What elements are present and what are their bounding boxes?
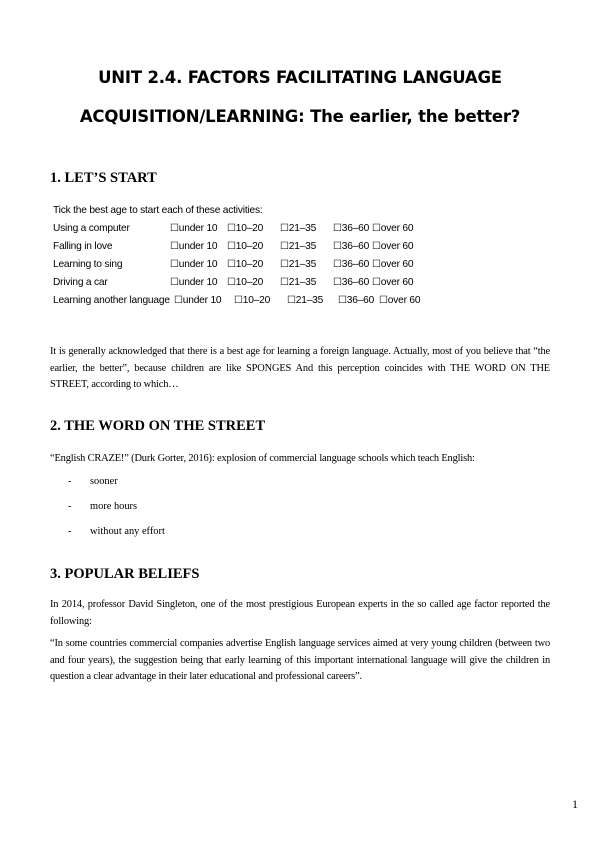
age-option-label: under 10 bbox=[178, 241, 218, 252]
activity-row bbox=[53, 277, 414, 295]
activity-label: Using a computer bbox=[53, 223, 130, 234]
section-2-heading: 2. THE WORD ON THE STREET bbox=[50, 418, 266, 434]
age-option-checkbox[interactable] bbox=[280, 277, 316, 289]
age-option-label: 21–35 bbox=[288, 277, 317, 288]
age-option-checkbox[interactable] bbox=[170, 241, 217, 253]
age-option-checkbox[interactable] bbox=[372, 277, 413, 289]
age-option-label: over 60 bbox=[387, 295, 421, 306]
age-option-label: over 60 bbox=[380, 241, 414, 252]
bullet-text: without any effort bbox=[90, 526, 165, 537]
age-option-checkbox[interactable] bbox=[170, 223, 217, 235]
activity-row bbox=[53, 241, 414, 259]
checkbox-icon: ☐ bbox=[333, 241, 342, 252]
checkbox-icon: ☐ bbox=[170, 223, 179, 234]
activity-row bbox=[53, 223, 414, 241]
checkbox-icon: ☐ bbox=[372, 259, 381, 270]
age-option-label: under 10 bbox=[178, 259, 218, 270]
checkbox-icon: ☐ bbox=[280, 259, 289, 270]
checkbox-icon: ☐ bbox=[227, 223, 236, 234]
checkbox-icon: ☐ bbox=[372, 277, 381, 288]
age-option-label: 10–20 bbox=[242, 295, 271, 306]
age-option-label: under 10 bbox=[182, 295, 222, 306]
checkbox-icon: ☐ bbox=[170, 277, 179, 288]
bullet-item: - more hours bbox=[68, 501, 138, 512]
page-number: 1 bbox=[572, 797, 578, 811]
title-line-1: UNIT 2.4. FACTORS FACILITATING LANGUAGE bbox=[98, 68, 502, 87]
activities-table bbox=[53, 205, 421, 313]
age-option-label: 10–20 bbox=[235, 241, 264, 252]
age-option-label: over 60 bbox=[380, 223, 414, 234]
checkbox-icon: ☐ bbox=[280, 241, 289, 252]
age-option-checkbox[interactable] bbox=[227, 241, 263, 253]
activity-row bbox=[53, 259, 414, 277]
age-option-label: 36–60 bbox=[341, 259, 370, 270]
bullet-text: sooner bbox=[90, 476, 118, 487]
age-option-label: 36–60 bbox=[341, 277, 370, 288]
age-option-checkbox[interactable] bbox=[174, 295, 221, 307]
age-option-label: 21–35 bbox=[288, 223, 317, 234]
age-option-checkbox[interactable] bbox=[280, 223, 316, 235]
checkbox-icon: ☐ bbox=[338, 295, 347, 306]
activity-label: Falling in love bbox=[53, 241, 113, 252]
age-option-checkbox[interactable] bbox=[170, 259, 217, 271]
age-option-checkbox[interactable] bbox=[338, 295, 374, 307]
activities-prompt: Tick the best age to start each of these activities: bbox=[53, 205, 263, 216]
age-option-checkbox[interactable] bbox=[227, 259, 263, 271]
age-option-label: 10–20 bbox=[235, 259, 264, 270]
age-option-label: over 60 bbox=[380, 259, 414, 270]
checkbox-icon: ☐ bbox=[227, 241, 236, 252]
age-option-label: 10–20 bbox=[235, 277, 264, 288]
age-option-checkbox[interactable] bbox=[227, 277, 263, 289]
age-option-label: 21–35 bbox=[295, 295, 324, 306]
age-option-checkbox[interactable] bbox=[234, 295, 270, 307]
age-option-label: 36–60 bbox=[341, 241, 370, 252]
craze-intro: “English CRAZE!” (Durk Gorter, 2016): explosion of commercial language schools which teach English: bbox=[50, 453, 475, 464]
age-option-checkbox[interactable] bbox=[280, 259, 316, 271]
checkbox-icon: ☐ bbox=[280, 277, 289, 288]
age-option-checkbox[interactable] bbox=[379, 295, 420, 307]
age-option-checkbox[interactable] bbox=[333, 241, 369, 253]
age-option-checkbox[interactable] bbox=[170, 277, 217, 289]
age-option-label: 21–35 bbox=[288, 241, 317, 252]
checkbox-icon: ☐ bbox=[234, 295, 243, 306]
bullet-item: - sooner bbox=[68, 476, 118, 487]
checkbox-icon: ☐ bbox=[333, 223, 342, 234]
age-option-checkbox[interactable] bbox=[372, 241, 413, 253]
checkbox-icon: ☐ bbox=[372, 241, 381, 252]
checkbox-icon: ☐ bbox=[333, 259, 342, 270]
section-1-heading: 1. LET’S START bbox=[50, 170, 157, 186]
age-option-label: over 60 bbox=[380, 277, 414, 288]
age-option-checkbox[interactable] bbox=[333, 259, 369, 271]
checkbox-icon: ☐ bbox=[333, 277, 342, 288]
title-line-2: ACQUISITION/LEARNING: The earlier, the better? bbox=[79, 107, 521, 126]
age-option-label: 36–60 bbox=[346, 295, 375, 306]
age-option-label: 10–20 bbox=[235, 223, 264, 234]
age-option-label: under 10 bbox=[178, 223, 218, 234]
checkbox-icon: ☐ bbox=[379, 295, 388, 306]
age-option-checkbox[interactable] bbox=[280, 241, 316, 253]
activities-rows bbox=[53, 223, 421, 313]
singleton-paragraph: In 2014, professor David Singleton, one of the most prestigious European experts in the so called age factor reported the following: bbox=[50, 599, 550, 627]
age-option-label: 36–60 bbox=[341, 223, 370, 234]
singleton-quote: “In some countries commercial companies advertise English language services aimed at very young children (between two and four years), the suggestion being that early learning of this important international language will give the children in question a clear advantage in their later educational and professional careers”. bbox=[50, 638, 550, 682]
bullet-text: more hours bbox=[90, 501, 138, 512]
checkbox-icon: ☐ bbox=[170, 241, 179, 252]
activity-row bbox=[53, 295, 421, 313]
age-option-checkbox[interactable] bbox=[333, 223, 369, 235]
age-option-checkbox[interactable] bbox=[333, 277, 369, 289]
age-option-checkbox[interactable] bbox=[372, 223, 413, 235]
checkbox-icon: ☐ bbox=[174, 295, 183, 306]
activity-label: Driving a car bbox=[53, 277, 108, 288]
activity-label: Learning to sing bbox=[53, 259, 123, 270]
checkbox-icon: ☐ bbox=[372, 223, 381, 234]
checkbox-icon: ☐ bbox=[170, 259, 179, 270]
age-option-label: under 10 bbox=[178, 277, 218, 288]
checkbox-icon: ☐ bbox=[287, 295, 296, 306]
activity-label: Learning another language bbox=[53, 295, 170, 306]
age-option-checkbox[interactable] bbox=[372, 259, 413, 271]
section-3-heading: 3. POPULAR BELIEFS bbox=[50, 566, 200, 582]
age-option-checkbox[interactable] bbox=[287, 295, 323, 307]
checkbox-icon: ☐ bbox=[227, 259, 236, 270]
checkbox-icon: ☐ bbox=[227, 277, 236, 288]
bullet-item: - without any effort bbox=[68, 526, 165, 537]
intro-paragraph: It is generally acknowledged that there is a best age for learning a foreign language. Actually, most of you believe that “the earlier, the better”, because children are like SPONGES And this perception coincides with THE WORD ON THE STREET, according to which… bbox=[50, 346, 550, 390]
age-option-label: 21–35 bbox=[288, 259, 317, 270]
checkbox-icon: ☐ bbox=[280, 223, 289, 234]
age-option-checkbox[interactable] bbox=[227, 223, 263, 235]
